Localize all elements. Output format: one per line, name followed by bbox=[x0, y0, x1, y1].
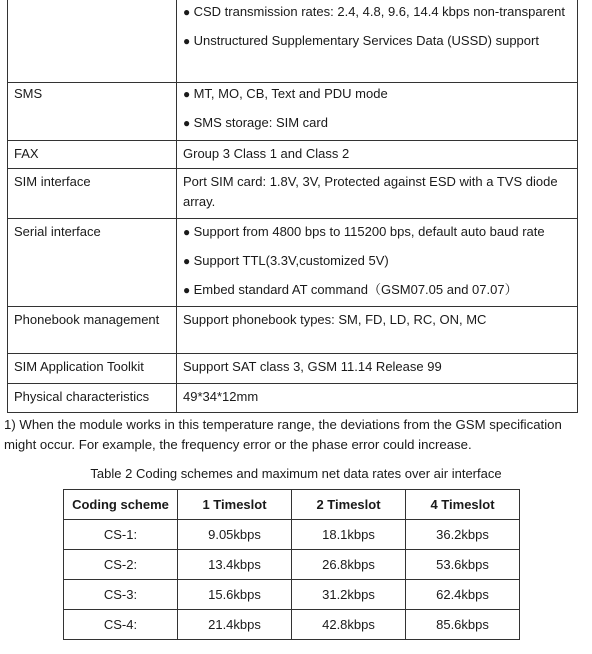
table-cell: 42.8kbps bbox=[292, 610, 406, 640]
coding-scheme-table bbox=[63, 489, 520, 640]
table-row bbox=[8, 383, 578, 412]
list-item: ● Support from 4800 bps to 115200 bps, default auto baud rate bbox=[183, 222, 571, 242]
list-item: ● Embed standard AT command（GSM07.05 and 07.07） bbox=[183, 280, 571, 300]
table-cell: 18.1kbps bbox=[292, 520, 406, 550]
table-row bbox=[8, 218, 578, 306]
spec-value: 49*34*12mm bbox=[177, 383, 578, 412]
spec-value: Support phonebook types: SM, FD, LD, RC, ON, MC bbox=[177, 306, 578, 353]
table-row bbox=[8, 0, 578, 82]
table-row bbox=[64, 550, 520, 580]
table-row bbox=[8, 353, 578, 383]
table-cell: 26.8kbps bbox=[292, 550, 406, 580]
table-row bbox=[64, 580, 520, 610]
spec-value: Support SAT class 3, GSM 11.14 Release 99 bbox=[177, 353, 578, 383]
list-item: ● CSD transmission rates: 2.4, 4.8, 9.6, 14.4 kbps non-transparent bbox=[183, 2, 571, 22]
table-row bbox=[8, 82, 578, 140]
specification-table bbox=[7, 0, 578, 413]
spec-value bbox=[177, 0, 578, 82]
table-cell: 9.05kbps bbox=[178, 520, 292, 550]
table-cell: CS-2: bbox=[64, 550, 178, 580]
spec-key: FAX bbox=[8, 140, 177, 168]
spec-key: Serial interface bbox=[8, 218, 177, 306]
table-cell: CS-1: bbox=[64, 520, 178, 550]
column-header: 1 Timeslot bbox=[178, 490, 292, 520]
spec-value: Group 3 Class 1 and Class 2 bbox=[177, 140, 578, 168]
spec-key: Phonebook management bbox=[8, 306, 177, 353]
spec-key: SMS bbox=[8, 82, 177, 140]
spec-value bbox=[177, 82, 578, 140]
table-cell: CS-3: bbox=[64, 580, 178, 610]
table-cell: 53.6kbps bbox=[406, 550, 520, 580]
spec-value: Port SIM card: 1.8V, 3V, Protected against ESD with a TVS diode array. bbox=[177, 168, 578, 218]
list-item: ● Unstructured Supplementary Services Data (USSD) support bbox=[183, 31, 571, 51]
spec-value bbox=[177, 218, 578, 306]
list-item: ● MT, MO, CB, Text and PDU mode bbox=[183, 84, 571, 104]
table-row bbox=[8, 306, 578, 353]
table-caption: Table 2 Coding schemes and maximum net data rates over air interface bbox=[90, 466, 502, 481]
column-header: Coding scheme bbox=[64, 490, 178, 520]
table-cell: CS-4: bbox=[64, 610, 178, 640]
table-cell: 31.2kbps bbox=[292, 580, 406, 610]
table-row bbox=[64, 520, 520, 550]
list-item: ● SMS storage: SIM card bbox=[183, 113, 571, 133]
table-cell: 62.4kbps bbox=[406, 580, 520, 610]
column-header: 2 Timeslot bbox=[292, 490, 406, 520]
table-header-row bbox=[64, 490, 520, 520]
spec-key: SIM interface bbox=[8, 168, 177, 218]
column-header: 4 Timeslot bbox=[406, 490, 520, 520]
spec-key bbox=[8, 0, 177, 82]
table-row bbox=[8, 168, 578, 218]
spec-key: Physical characteristics bbox=[8, 383, 177, 412]
table-cell: 15.6kbps bbox=[178, 580, 292, 610]
table-cell: 85.6kbps bbox=[406, 610, 520, 640]
footnote: 1) When the module works in this temperature range, the deviations from the GSM specification might occur. For example, the frequency error or the phase error could increase. bbox=[4, 417, 562, 452]
spec-key: SIM Application Toolkit bbox=[8, 353, 177, 383]
table-cell: 36.2kbps bbox=[406, 520, 520, 550]
table-cell: 21.4kbps bbox=[178, 610, 292, 640]
table-cell: 13.4kbps bbox=[178, 550, 292, 580]
table-row bbox=[64, 610, 520, 640]
table-row bbox=[8, 140, 578, 168]
list-item: ● Support TTL(3.3V,customized 5V) bbox=[183, 251, 571, 271]
